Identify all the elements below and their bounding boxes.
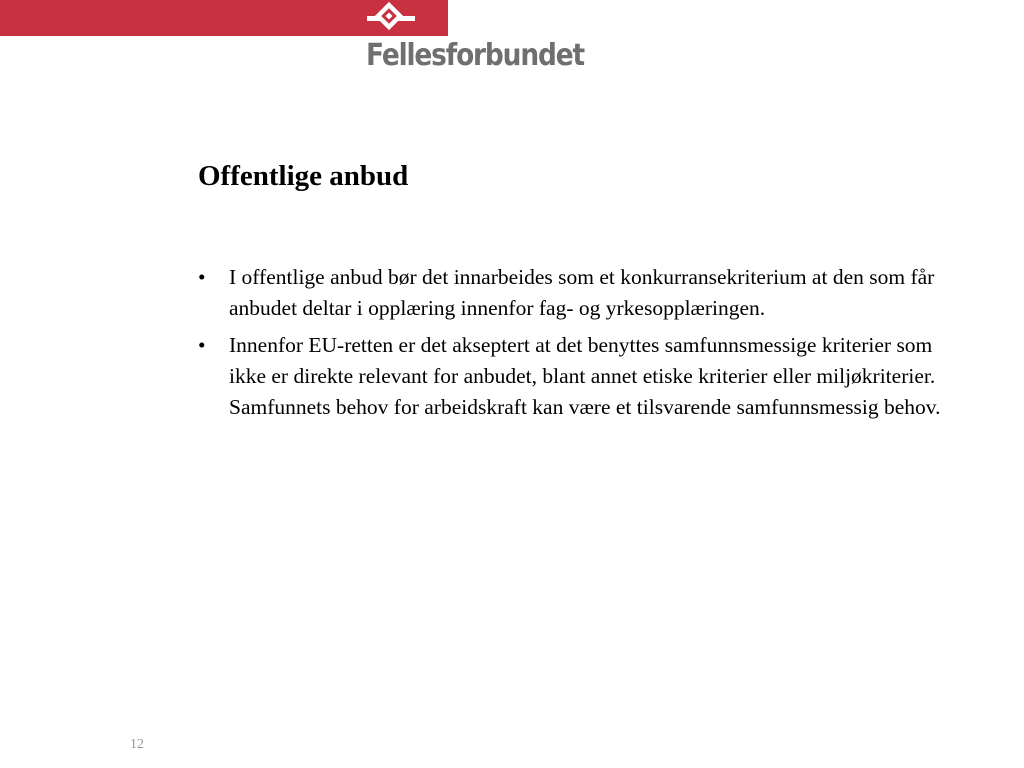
slide-title: Offentlige anbud bbox=[198, 160, 409, 192]
bullet-text: I offentlige anbud bør det innarbeides som et konkurransekriterium at den som får anbudet deltar i opplæring innenfor fag- og yrkesopplæringen. bbox=[229, 265, 935, 320]
fellesforbundet-logo-icon bbox=[366, 0, 416, 36]
bullet-list bbox=[198, 262, 958, 429]
bullet-item bbox=[198, 262, 958, 324]
bullet-marker: • bbox=[198, 265, 206, 289]
bullet-text: Innenfor EU-retten er det akseptert at det benyttes samfunnsmessige kriterier som ikke er direkte relevant for anbudet, blant annet etiske kriterier eller miljøkriterier. Samfunnets behov for arbeidskraft kan være et tilsvarende samfunnsmessig behov. bbox=[229, 333, 941, 419]
bullet-marker: • bbox=[198, 333, 206, 357]
bullet-item bbox=[198, 330, 958, 423]
page-number: 12 bbox=[130, 737, 144, 752]
brand-name: Fellesforbundet bbox=[366, 38, 584, 73]
